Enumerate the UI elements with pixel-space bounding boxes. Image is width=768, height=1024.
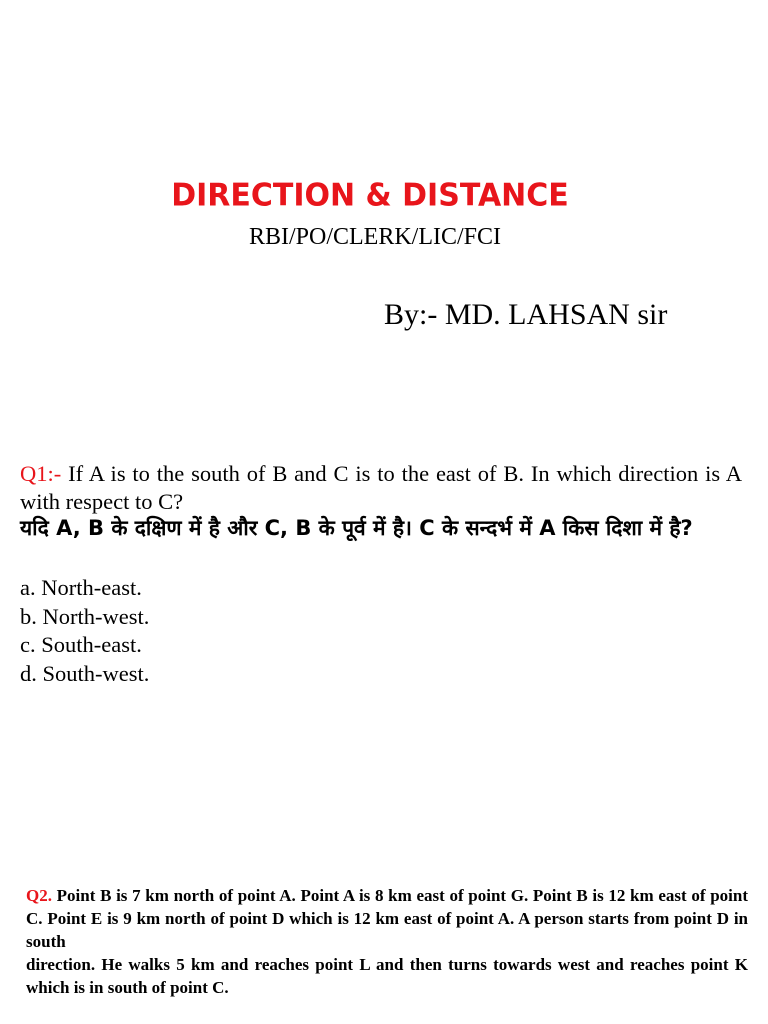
question-1-label: Q1:- [20,461,62,486]
option-d: d. South-west. [20,660,150,686]
question-2-para-2: direction. He walks 5 km and reaches point L and then turns towards west and reaches point K which is in south of point C. [26,955,748,997]
option-a: a. North-east. [20,575,142,600]
question-1-hindi: यदि A, B के दक्षिण में है और C, B के पूर्व में है। C के सन्दर्भ में A किस दिशा में है? [20,516,693,540]
question-2-para-1 [26,884,748,953]
question-1 [20,460,742,516]
question-2-label: Q2. [26,886,52,905]
question-1-options [20,574,149,688]
option-c: c. South-east. [20,632,142,657]
page-title: DIRECTION & DISTANCE [171,177,569,214]
question-1-text: If A is to the south of B and C is to the east of B. In which direction is A with respect to C? [20,461,742,514]
question-2 [26,884,748,999]
option-b: b. North-west. [20,603,150,629]
question-2-text-1: Point B is 7 km north of point A. Point A is 8 km east of point G. Point B is 12 km east of point C. Point E is 9 km north of point D which is 12 km east of point A. A person starts from point D in south [26,886,748,951]
exam-subtitle: RBI/PO/CLERK/LIC/FCI [248,224,502,250]
author-line: By:- MD. LAHSAN sir [384,298,668,331]
